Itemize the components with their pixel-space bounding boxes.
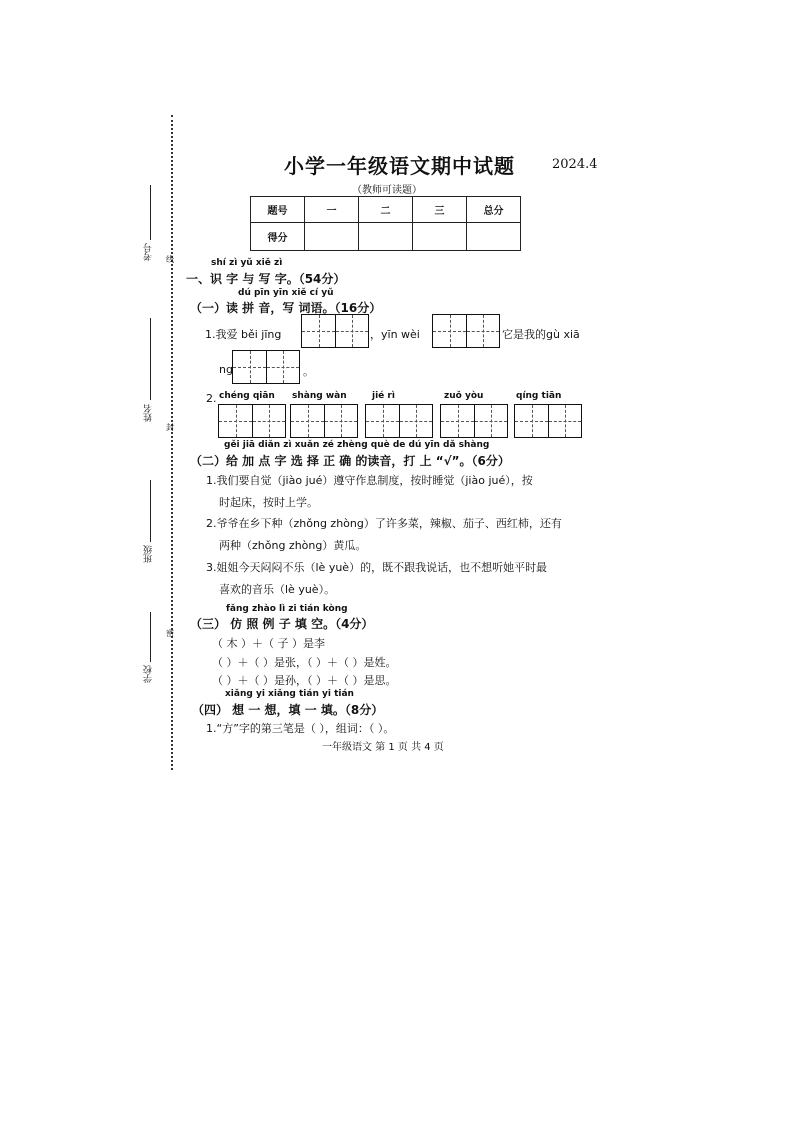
- s1-title: （一）读 拼 音，写 词语。（16分）: [190, 301, 382, 315]
- score-cell[interactable]: [305, 223, 359, 251]
- s4-q1-line: 1.“方”字的第三笔是（ ），组词：（ ）。: [206, 722, 395, 735]
- page-subtitle: （教师可读题）: [352, 185, 422, 196]
- score-header-cell: 总分: [467, 197, 521, 223]
- score-header-cell: 二: [359, 197, 413, 223]
- s1-q1-text-e: 。: [303, 365, 314, 378]
- score-header-cell: 一: [305, 197, 359, 223]
- s2-q1-line2: 时起床，按时上学。: [219, 496, 318, 509]
- s2-q3-line2: 喜欢的音乐（lè yuè）。: [219, 583, 336, 596]
- class-label: 班级: [144, 545, 154, 563]
- writing-grid[interactable]: [440, 404, 508, 438]
- s1-q1-text-d: ng: [219, 363, 233, 376]
- score-cell[interactable]: [413, 223, 467, 251]
- name-label: 姓名: [144, 404, 154, 422]
- exam-date: 2024.4: [552, 157, 598, 172]
- score-header-cell: 题号: [251, 197, 305, 223]
- s3-pinyin: fǎng zhào lì zi tián kòng: [226, 604, 348, 614]
- s4-title: （四） 想 一 想，填 一 填。（8分）: [192, 703, 384, 717]
- s1-pinyin: dú pīn yīn xiě cí yǔ: [238, 288, 334, 298]
- exam-number-label: 考号: [144, 243, 154, 261]
- writing-grid[interactable]: [432, 314, 500, 348]
- s1-q2-pinyin: qíng tiān: [516, 391, 562, 401]
- binding-mark-seal: 封: [166, 423, 174, 432]
- writing-grid[interactable]: [365, 404, 433, 438]
- school-label: 学校: [144, 665, 154, 683]
- s2-title: （二）给 加 点 字 选 择 正 确 的读音，打 上 “√”。（6分）: [190, 454, 510, 468]
- class-underline: [150, 480, 151, 542]
- s2-pinyin: gěi jiā diǎn zì xuǎn zé zhèng què de dú yīn dǎ shàng: [224, 440, 490, 450]
- s1-q2-pinyin: chéng qiān: [219, 391, 275, 401]
- s3-line3: （ ）＋（ ）是孙，（ ）＋（ ）是思。: [212, 674, 397, 687]
- s3-line2: （ ）＋（ ）是张，（ ）＋（ ）是姓。: [212, 656, 397, 669]
- score-table-row: [251, 223, 521, 251]
- school-underline: [150, 612, 151, 662]
- s4-pinyin: xiǎng yi xiǎng tián yi tián: [225, 689, 354, 699]
- writing-grid[interactable]: [218, 404, 286, 438]
- score-table: [250, 196, 521, 251]
- writing-grid[interactable]: [301, 314, 369, 348]
- writing-grid[interactable]: [290, 404, 358, 438]
- s1-q2-pinyin: shàng wàn: [292, 391, 347, 401]
- exam-number-underline: [150, 185, 151, 240]
- writing-grid[interactable]: [232, 350, 300, 384]
- s2-q2-line1: 2.爷爷在乡下种（zhǒng zhòng）了许多菜，辣椒、茄子、西红柿，还有: [206, 517, 562, 530]
- s1-q1-text-c: 它是我的gù xiā: [502, 328, 580, 341]
- s3-title: （三） 仿 照 例 子 填 空。（4分）: [190, 617, 374, 631]
- s2-q1-line1: 1.我们要自觉（jiào jué）遵守作息制度，按时睡觉（jiào jué），按: [206, 474, 533, 487]
- s1-q2-pinyin: zuǒ yòu: [444, 391, 484, 401]
- binding-dotted-line: [171, 115, 173, 770]
- score-cell[interactable]: [467, 223, 521, 251]
- binding-mark-line: 线: [166, 255, 174, 264]
- s2-q2-line2: 两种（zhǒng zhòng）黄瓜。: [219, 539, 367, 552]
- writing-grid[interactable]: [514, 404, 582, 438]
- score-cell[interactable]: [359, 223, 413, 251]
- score-row-label: 得分: [251, 223, 305, 251]
- s1-q1-text-b: ，yīn wèi: [370, 328, 420, 341]
- part1-pinyin: shí zì yǔ xiě zì: [211, 258, 283, 268]
- binding-mark-secret: 密: [166, 629, 174, 638]
- s3-example-line: （ 木 ）＋（ 子 ）是李: [212, 637, 325, 650]
- s1-q1-text-a: 1.我爱 běi jīng: [205, 328, 282, 341]
- part1-title: 一、识 字 与 写 字。（54分）: [186, 272, 346, 286]
- name-underline: [150, 318, 151, 400]
- page-title: 小学一年级语文期中试题: [284, 154, 515, 178]
- score-header-cell: 三: [413, 197, 467, 223]
- s2-q3-line1: 3.姐姐今天闷闷不乐（lè yuè）的，既不跟我说话，也不想听她平时最: [206, 561, 548, 574]
- s1-q2-label: 2.: [206, 392, 217, 405]
- page-footer: 一年级语文 第 1 页 共 4 页: [322, 742, 444, 753]
- s1-q2-pinyin: jié rì: [372, 391, 395, 401]
- score-table-header-row: [251, 197, 521, 223]
